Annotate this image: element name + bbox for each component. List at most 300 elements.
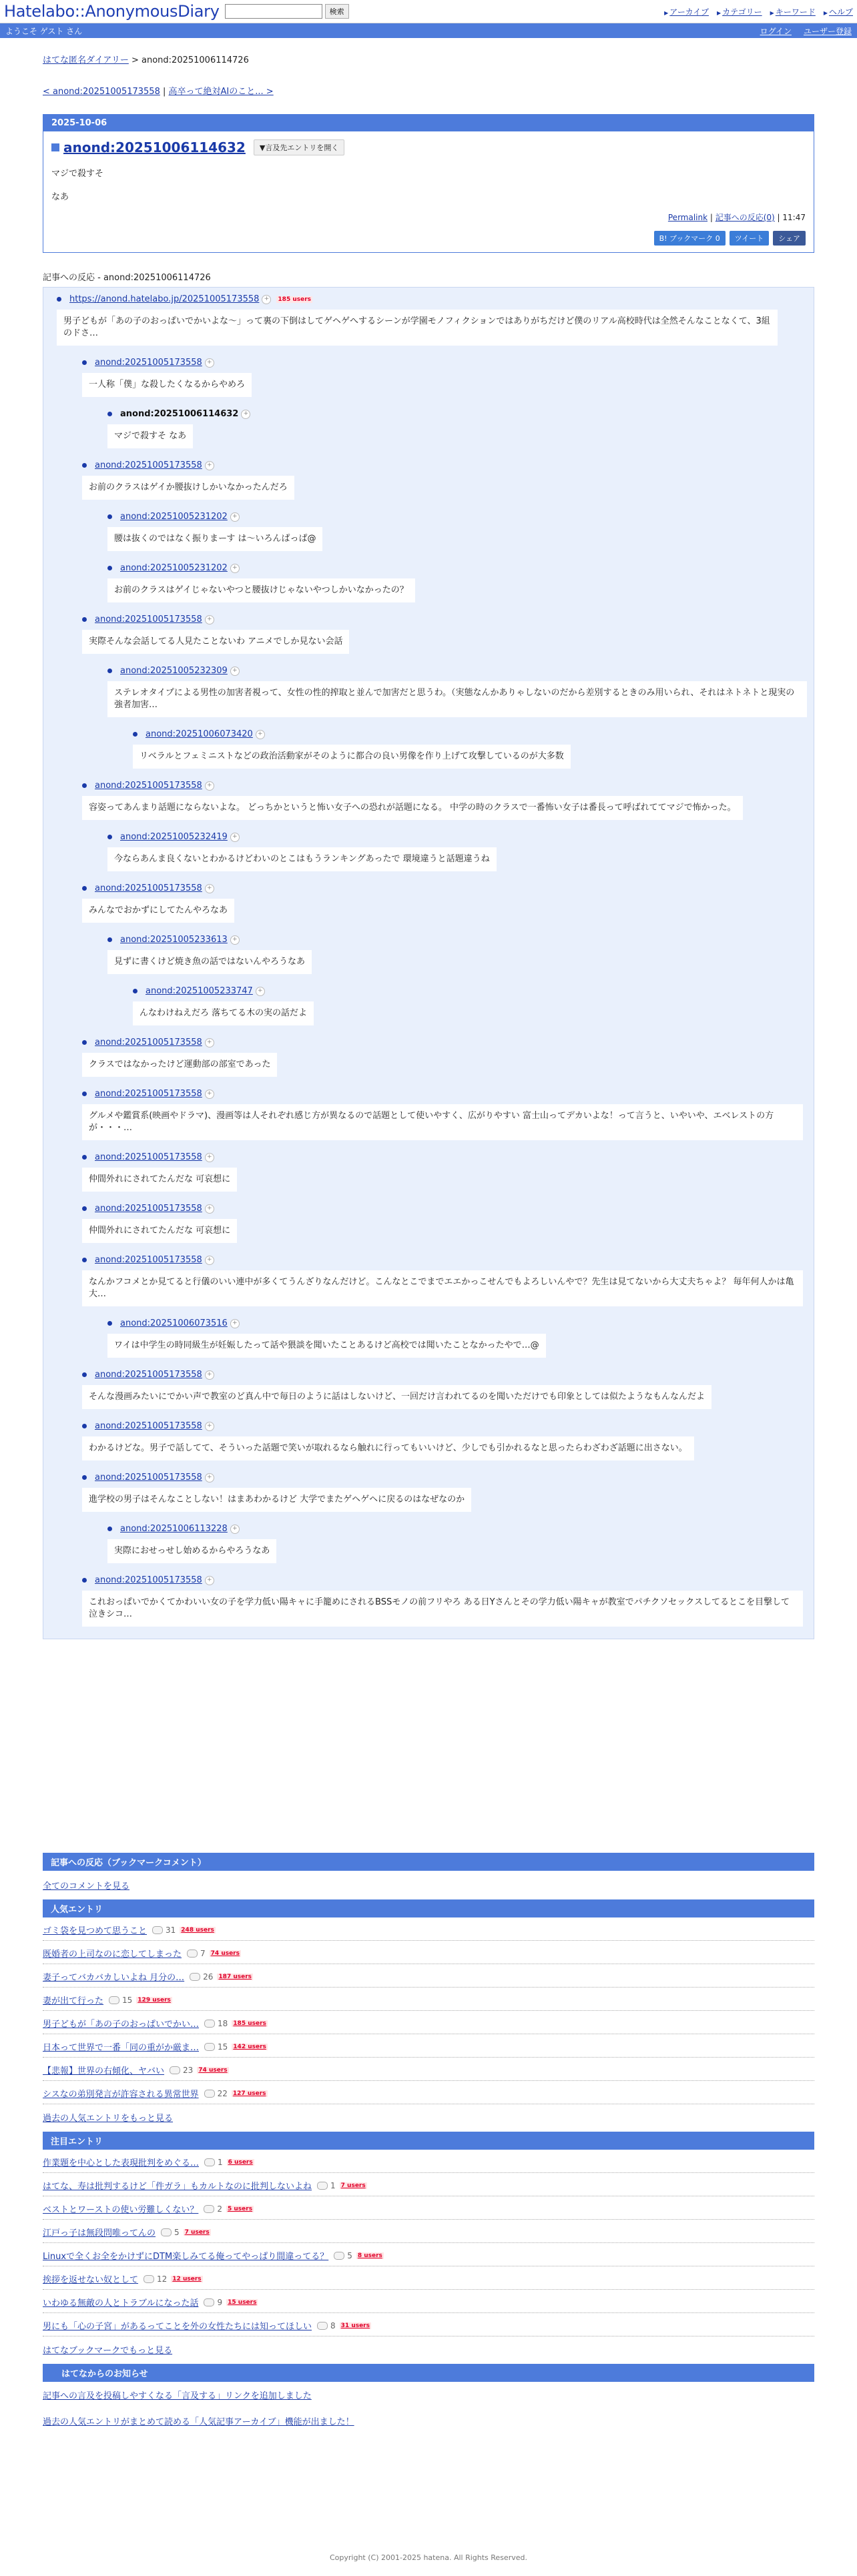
expand-icon[interactable]: + bbox=[205, 1473, 214, 1482]
comment-bubble-icon bbox=[204, 2043, 215, 2051]
share-buttons bbox=[51, 231, 806, 246]
reaction-link[interactable]: anond:20251005173558 bbox=[95, 1575, 202, 1585]
reaction-text: 一人称「僕」な殺したくなるからやめろ bbox=[82, 373, 252, 397]
reaction-item bbox=[107, 512, 807, 551]
entry-title-link[interactable]: 既婚者の上司なのに恋してしまった bbox=[43, 1950, 182, 1960]
notice-link[interactable]: 過去の人気エントリがまとめて読める「人気記事アーカイブ」機能が出ました！ bbox=[43, 2417, 354, 2427]
bullet-icon bbox=[107, 412, 112, 416]
entry-line: マジで殺すそ bbox=[51, 169, 104, 179]
reaction-item bbox=[82, 1037, 807, 1077]
comment-count-value: 23 bbox=[183, 2065, 194, 2075]
expand-icon[interactable]: + bbox=[230, 564, 240, 573]
reaction-text: グルメや鑑賞系(映画やドラマ)、漫画等は人それぞれ感じ方が異なるので話題として使いやすく、広がりやすい 富士山ってデカいよな！って言うと、いやいや、エベレストの方が・・・… bbox=[82, 1104, 803, 1140]
users-badge[interactable]: 187 users bbox=[218, 1973, 252, 1980]
users-badge[interactable]: 74 users bbox=[210, 1950, 240, 1957]
reaction-item bbox=[82, 883, 807, 1025]
bullet-icon bbox=[82, 1258, 87, 1262]
bullet-icon bbox=[82, 1040, 87, 1045]
reaction-item bbox=[82, 460, 807, 602]
entry-title-link[interactable]: いわゆる無敵の人とトラブルになった話 bbox=[43, 2298, 199, 2308]
reaction-link-row bbox=[107, 512, 807, 522]
entry-title-link[interactable]: 男子どもが「あの子のおっぱいでかい… bbox=[43, 2020, 200, 2030]
reaction-link-row bbox=[107, 563, 807, 573]
comment-count[interactable] bbox=[152, 1925, 176, 1935]
reaction-link[interactable]: anond:20251005173558 bbox=[95, 1089, 202, 1099]
expand-icon[interactable]: + bbox=[230, 1525, 240, 1534]
entry-row bbox=[43, 1941, 814, 1964]
more-popular-link[interactable]: 過去の人気エントリをもっと見る bbox=[43, 2114, 174, 2124]
reaction-text: 実際そんな会話してる人見たことないわ アニメでしか見ない会話 bbox=[82, 630, 349, 654]
all-comments-link[interactable]: 全てのコメントを見る bbox=[43, 1881, 130, 1891]
entry-row bbox=[43, 1988, 814, 2011]
reaction-link-row bbox=[107, 1318, 807, 1328]
reaction-link[interactable]: anond:20251005173558 bbox=[95, 1421, 202, 1431]
reaction-item bbox=[107, 409, 807, 448]
reaction-item bbox=[82, 1370, 807, 1409]
expand-icon[interactable]: + bbox=[230, 1319, 240, 1328]
reaction-link-row bbox=[133, 729, 807, 739]
entry-title-link[interactable]: 男にも「心の子宮」があるってことを外の女性たちには知ってほしい bbox=[43, 2322, 312, 2332]
entry-title-link[interactable]: はてな、寿は批判するけど「件ガラ」もカルトなのに批判しないよね bbox=[43, 2182, 312, 2192]
comment-count[interactable] bbox=[204, 2019, 228, 2028]
bullet-icon bbox=[57, 297, 61, 302]
expand-icon[interactable]: + bbox=[262, 295, 271, 304]
comment-count[interactable] bbox=[317, 2321, 336, 2330]
tweet-button[interactable]: ツイート bbox=[730, 231, 769, 246]
reaction-link-row bbox=[107, 832, 807, 842]
comment-count[interactable] bbox=[204, 2158, 223, 2167]
users-badge[interactable]: 6 users bbox=[228, 2158, 253, 2166]
notice-heading: はてなからのお知らせ bbox=[43, 2364, 814, 2382]
entry-square-icon bbox=[51, 143, 59, 151]
popular-list bbox=[43, 1917, 814, 2104]
reactions-link[interactable]: 記事への反応(0) bbox=[715, 213, 775, 222]
reaction-link[interactable]: anond:20251005173558 bbox=[95, 883, 202, 893]
comment-bubble-icon bbox=[204, 2298, 214, 2306]
reaction-item bbox=[82, 1152, 807, 1192]
reaction-link-row bbox=[82, 614, 807, 624]
reaction-link[interactable]: anond:20251005232419 bbox=[120, 832, 228, 842]
entry-row bbox=[43, 2173, 814, 2196]
comment-bubble-icon bbox=[317, 2182, 328, 2190]
entry-row bbox=[43, 2196, 814, 2220]
reaction-text: 進学校の男子はそんなことしない！はまあわかるけど 大学でまたゲヘゲヘに戻るのはなぜなのか bbox=[82, 1488, 471, 1512]
users-badge[interactable]: 142 users bbox=[233, 2043, 266, 2050]
comment-count-value: 31 bbox=[166, 1925, 176, 1935]
expand-icon[interactable]: + bbox=[230, 935, 240, 945]
facebook-share-button[interactable]: シェア bbox=[773, 231, 806, 246]
hatena-bookmark-button[interactable]: B! ブックマーク 0 bbox=[654, 231, 726, 246]
users-badge[interactable]: 8 users bbox=[357, 2252, 382, 2259]
comment-count-value: 9 bbox=[217, 2297, 223, 2307]
expand-icon[interactable]: + bbox=[230, 512, 240, 522]
category-link[interactable]: ▶ カテゴリー bbox=[717, 6, 762, 17]
breadcrumb-current: anond:20251006114726 bbox=[141, 55, 249, 65]
users-badge[interactable]: 31 users bbox=[340, 2322, 370, 2329]
reaction-text: ワイは中学生の時同級生が妊娠したって話や猥談を聞いたことあるけど高校では聞いたことなかったやで…@ bbox=[107, 1334, 546, 1358]
reaction-item bbox=[107, 563, 807, 602]
reaction-link-row bbox=[107, 935, 807, 945]
bullet-icon bbox=[133, 989, 137, 993]
comment-count-value: 18 bbox=[218, 2018, 228, 2028]
reaction-children bbox=[82, 358, 807, 1627]
reaction-item bbox=[133, 986, 807, 1025]
reaction-link[interactable]: anond:20251005233613 bbox=[120, 935, 228, 945]
bullet-icon bbox=[82, 886, 87, 891]
entry-row bbox=[43, 1964, 814, 1988]
reaction-text: 見ずに書くけど焼き魚の話ではないんやろうなあ bbox=[107, 950, 312, 974]
reaction-link-row bbox=[107, 666, 807, 676]
reaction-link-row bbox=[82, 1152, 807, 1162]
reaction-text: リベラルとフェミニストなどの政治活動家がそのように都合の良い男像を作り上げて攻撃しているのが大多数 bbox=[133, 745, 571, 769]
reaction-text: ステレオタイプによる男性の加害者視って、女性の性的搾取と並んで加害だと思うわ。（実態なんかありゃしないのだから差別するときのみ用いられ、それはネトネトと現実の強者加害… bbox=[107, 681, 807, 717]
expand-icon[interactable]: + bbox=[230, 833, 240, 842]
reaction-item bbox=[82, 1255, 807, 1358]
entry-title-link[interactable]: 妻子ってバカバカしいよね 月分の… bbox=[43, 1973, 185, 1983]
users-badge[interactable]: 185 users bbox=[233, 2020, 266, 2027]
attention-heading: 注目エントリ bbox=[43, 2132, 814, 2150]
reaction-item bbox=[107, 666, 807, 769]
comment-bubble-icon bbox=[204, 2090, 215, 2098]
reaction-link[interactable]: anond:20251005231202 bbox=[120, 512, 228, 522]
comment-count-value: 12 bbox=[157, 2274, 168, 2284]
reaction-text: みんなでおかずにしてたんやろなあ bbox=[82, 899, 234, 923]
comment-count[interactable] bbox=[161, 2228, 180, 2237]
entry-row bbox=[43, 2266, 814, 2290]
reaction-link[interactable]: anond:20251005231202 bbox=[120, 563, 228, 573]
archive-link[interactable]: ▶ アーカイブ bbox=[664, 6, 709, 17]
entry-row bbox=[43, 2243, 814, 2266]
comment-count-value: 5 bbox=[347, 2250, 352, 2260]
reaction-item bbox=[82, 781, 807, 871]
reaction-text: 今ならあんま良くないとわかるけどわいのとこはもうランキングあったで 環境違うと話題違うね bbox=[107, 847, 497, 871]
reaction-link-row bbox=[107, 409, 807, 419]
reaction-item bbox=[107, 1524, 807, 1563]
comment-count[interactable] bbox=[204, 2089, 228, 2098]
reaction-item bbox=[107, 832, 807, 871]
comment-bubble-icon bbox=[190, 1973, 200, 1981]
entry-title-link[interactable]: ゴミ袋を見つめて思うこと bbox=[43, 1926, 148, 1936]
entry-row bbox=[43, 2313, 814, 2336]
users-badge[interactable]: 5 users bbox=[228, 2205, 253, 2212]
reaction-link-row bbox=[82, 1575, 807, 1585]
reaction-children bbox=[107, 832, 807, 871]
reaction-link[interactable]: anond:20251005173558 bbox=[95, 460, 202, 470]
reaction-link-row bbox=[107, 1524, 807, 1534]
reaction-text: 仲間外れにされてたんだな 可哀想に bbox=[82, 1168, 237, 1192]
comment-count-value: 1 bbox=[218, 2157, 223, 2167]
bullet-icon bbox=[107, 1321, 112, 1326]
comment-bubble-icon bbox=[317, 2322, 328, 2330]
comment-count[interactable] bbox=[204, 2204, 222, 2214]
reaction-link[interactable]: anond:20251005173558 bbox=[95, 1255, 202, 1265]
entry-footer: Permalink | 記事への反応(0) | 11:47 bbox=[667, 213, 806, 222]
reaction-link-row bbox=[82, 358, 807, 368]
bullet-icon bbox=[82, 1475, 87, 1480]
users-badge[interactable]: 129 users bbox=[137, 1996, 171, 2004]
bullet-icon bbox=[82, 360, 87, 365]
expand-icon[interactable]: + bbox=[205, 1370, 214, 1380]
comment-count[interactable] bbox=[187, 1949, 206, 1958]
reaction-link[interactable]: anond:20251005173558 bbox=[95, 1152, 202, 1162]
reaction-text: 仲間外れにされてたんだな 可哀想に bbox=[82, 1219, 237, 1243]
reaction-item bbox=[82, 1089, 807, 1140]
reaction-text: そんな漫画みたいにでかい声で教室のど真ん中で毎日のように話はしないけど、一回だけ言われてるのを聞いただけでも印象としては似たようなもんなんだよ bbox=[82, 1385, 711, 1409]
reaction-text: お前のクラスはゲイか腰抜けしかいなかったんだろ bbox=[82, 476, 294, 500]
expand-icon[interactable]: + bbox=[205, 358, 214, 368]
reaction-link[interactable]: anond:20251006073420 bbox=[146, 729, 253, 739]
entry-title-link[interactable]: ベストとワーストの使い労難しくない？ bbox=[43, 2205, 199, 2215]
bookmark-comments-heading: 記事への反応（ブックマークコメント） bbox=[43, 1853, 814, 1871]
reactions-heading: 記事への反応 - anond:20251006114726 bbox=[43, 273, 211, 283]
comment-count-value: 15 bbox=[218, 2042, 228, 2052]
comment-count-value: 26 bbox=[203, 1972, 214, 1982]
reaction-link[interactable]: anond:20251005173558 bbox=[95, 1472, 202, 1482]
reaction-item bbox=[82, 1472, 807, 1563]
reaction-link[interactable]: anond:20251005173558 bbox=[95, 1370, 202, 1380]
entry-title-link[interactable]: 江戸っ子は無段問唯ってんの bbox=[43, 2228, 156, 2238]
reaction-link-row bbox=[82, 1421, 807, 1431]
next-entry-link[interactable]: 高卒って絶対AIのこと... > bbox=[168, 87, 274, 97]
reaction-link-row bbox=[82, 883, 807, 893]
reaction-link-row bbox=[82, 460, 807, 470]
permalink[interactable]: Permalink bbox=[667, 213, 708, 222]
reaction-text: なんかフコメとか見てると行儀のいい連中が多くてうんざりなんだけど。こんなとこでまでエエかっこせんでもよろしいんやで？先生は見てないから大丈夫ちゃよ？ 毎年何人かは亀大… bbox=[82, 1270, 803, 1306]
reaction-item bbox=[107, 1318, 807, 1358]
comment-bubble-icon bbox=[334, 2252, 344, 2260]
comment-count-value: 15 bbox=[122, 1995, 133, 2005]
bullet-icon bbox=[107, 566, 112, 570]
comment-count[interactable] bbox=[317, 2181, 336, 2190]
expand-icon[interactable]: + bbox=[205, 1256, 214, 1265]
bullet-icon bbox=[82, 1578, 87, 1583]
entry-title-link[interactable]: シスなの弟別発言が許容される異常世界 bbox=[43, 2090, 199, 2100]
comment-count[interactable] bbox=[170, 2066, 193, 2075]
reaction-children bbox=[133, 986, 807, 1025]
entry-row bbox=[43, 2081, 814, 2104]
root-entry-text: 男子どもが「あの子のおっぱいでかいよな〜」って裏の下倒はしてゲヘゲへするシーンが学園モノフィクションではありがちだけど僕のリアル高校時代は全然そんなことなくて、3組のドさ… bbox=[57, 310, 778, 346]
entry-row bbox=[43, 2220, 814, 2243]
expand-icon[interactable]: + bbox=[205, 615, 214, 624]
reaction-tree bbox=[43, 287, 814, 1639]
reaction-item bbox=[107, 935, 807, 1025]
expand-icon[interactable]: + bbox=[256, 730, 265, 739]
reaction-link[interactable]: anond:20251005173558 bbox=[95, 1204, 202, 1214]
comment-count[interactable] bbox=[109, 1996, 132, 2005]
reaction-link-row bbox=[82, 1089, 807, 1099]
entry-title-link[interactable]: 妻が出て行った bbox=[43, 1996, 104, 2006]
reaction-link[interactable]: anond:20251005173558 bbox=[95, 614, 202, 624]
entry-title-link[interactable]: 日本って世界で一番「同の重がか厳ま… bbox=[43, 2043, 200, 2053]
bullet-icon bbox=[82, 1372, 87, 1377]
entry-row bbox=[43, 2150, 814, 2173]
reaction-link[interactable]: anond:20251005173558 bbox=[95, 1037, 202, 1047]
entry-row bbox=[43, 1917, 814, 1941]
bullet-icon bbox=[82, 1155, 87, 1160]
reaction-text: マジで殺すそ なあ bbox=[107, 424, 193, 448]
reaction-link[interactable]: anond:20251006113228 bbox=[120, 1524, 228, 1534]
users-badge[interactable]: 7 users bbox=[340, 2182, 366, 2189]
bullet-icon bbox=[107, 669, 112, 673]
entry-title-link[interactable]: 作業題を中心とした表現批判をめぐる… bbox=[43, 2158, 200, 2168]
comment-bubble-icon bbox=[204, 2158, 215, 2166]
prev-next-nav bbox=[43, 84, 814, 97]
comment-bubble-icon bbox=[170, 2066, 180, 2074]
comment-count-value: 7 bbox=[200, 1948, 206, 1958]
bullet-icon bbox=[107, 835, 112, 839]
expand-icon[interactable]: + bbox=[205, 781, 214, 791]
root-users-badge[interactable]: 185 users bbox=[278, 296, 312, 303]
expand-icon[interactable]: + bbox=[205, 1576, 214, 1585]
header-links bbox=[664, 6, 853, 17]
reaction-text: お前のクラスはゲイじゃないやつと腰抜けじゃないやつしかいなかったの？ bbox=[107, 578, 415, 602]
bullet-icon bbox=[82, 617, 87, 622]
login-link[interactable]: ログイン bbox=[760, 26, 792, 36]
reaction-link[interactable]: anond:20251005173558 bbox=[95, 781, 202, 791]
entry-row bbox=[43, 2290, 814, 2313]
site-logo[interactable]: Hatelabo::AnonymousDiary bbox=[4, 2, 220, 21]
users-badge[interactable]: 7 users bbox=[184, 2228, 210, 2236]
expand-icon[interactable]: + bbox=[230, 667, 240, 676]
prev-entry-link[interactable]: < anond:20251005173558 bbox=[43, 87, 160, 97]
comment-count[interactable] bbox=[334, 2251, 352, 2260]
comment-count[interactable] bbox=[190, 1972, 213, 1982]
entry-title[interactable]: anond:20251006114632 bbox=[63, 139, 246, 155]
bullet-icon bbox=[107, 937, 112, 942]
attention-list bbox=[43, 2150, 814, 2336]
reaction-link-row bbox=[82, 1370, 807, 1380]
prev-next-sep: | bbox=[160, 87, 169, 97]
users-badge[interactable]: 248 users bbox=[181, 1926, 214, 1934]
popular-heading: 人気エントリ bbox=[43, 1899, 814, 1917]
reaction-children bbox=[133, 729, 807, 769]
search-input[interactable] bbox=[225, 4, 322, 19]
reaction-link[interactable]: anond:20251005173558 bbox=[95, 358, 202, 368]
entry-title-link[interactable]: Linuxで全くお全をかけずにDTM楽しみてる俺ってやっぱり間違ってる？ bbox=[43, 2252, 329, 2262]
bullet-icon bbox=[107, 514, 112, 519]
entry-title-link[interactable]: 【悲報】世界の右傾化、ヤバい bbox=[43, 2066, 165, 2076]
breadcrumb bbox=[43, 53, 814, 65]
reaction-link-row bbox=[133, 986, 807, 996]
reaction-link[interactable]: anond:20251005232309 bbox=[120, 666, 228, 676]
reaction-link-row bbox=[82, 1255, 807, 1265]
reaction-item bbox=[82, 1421, 807, 1460]
expand-icon[interactable]: + bbox=[205, 1422, 214, 1431]
comment-count[interactable] bbox=[144, 2274, 167, 2284]
bullet-icon bbox=[133, 732, 137, 737]
entry-body bbox=[51, 166, 806, 202]
entry-time: 11:47 bbox=[782, 213, 806, 222]
reaction-text: んなわけねえだろ 落ちてる木の実の話だよ bbox=[133, 1001, 314, 1025]
expand-icon[interactable]: + bbox=[241, 410, 250, 419]
comment-bubble-icon bbox=[144, 2275, 154, 2283]
expand-icon[interactable]: + bbox=[205, 1038, 214, 1047]
user-bar bbox=[0, 23, 857, 38]
comment-count[interactable] bbox=[204, 2298, 222, 2307]
expand-icon[interactable]: + bbox=[205, 1204, 214, 1214]
reaction-item bbox=[82, 1575, 807, 1627]
entry-date: 2025-10-06 bbox=[43, 115, 814, 131]
expand-icon[interactable]: + bbox=[205, 461, 214, 470]
reaction-item bbox=[82, 358, 807, 448]
bullet-icon bbox=[82, 463, 87, 468]
reaction-link[interactable]: anond:20251006114632 bbox=[120, 409, 239, 419]
comment-bubble-icon bbox=[187, 1950, 198, 1958]
comment-bubble-icon bbox=[152, 1926, 163, 1934]
entry-row bbox=[43, 2034, 814, 2058]
entry-row bbox=[43, 2058, 814, 2081]
reaction-children bbox=[107, 1524, 807, 1563]
entry-line: なあ bbox=[51, 192, 69, 202]
bullet-icon bbox=[82, 1424, 87, 1428]
comment-count-value: 22 bbox=[217, 2088, 228, 2098]
copyright: Copyright (C) 2001-2025 hatena. All Rights Reserved. bbox=[330, 2553, 527, 2562]
expand-icon[interactable]: + bbox=[205, 884, 214, 893]
comment-bubble-icon bbox=[204, 2020, 215, 2028]
reaction-text: これおっぱいでかくてかわいい女の子を学力低い陽キャに手籠めにされるBSSモノの前フリやろ ある日Yさんとその学力低い陽キャが教室でパチクソセックスしてるとこを目撃して泣きシコ… bbox=[82, 1591, 803, 1627]
comment-count-value: 8 bbox=[330, 2320, 336, 2330]
comment-count-value: 2 bbox=[217, 2204, 222, 2214]
users-badge[interactable]: 74 users bbox=[198, 2066, 228, 2074]
reaction-link-row bbox=[82, 1204, 807, 1214]
reaction-children bbox=[107, 1318, 807, 1358]
reaction-text: わかるけどな。男子で話してて、そういった話題で笑いが取れるなら触れに行ってもいいけど、少しでも引かれるなと思ったらわざわざ話題に出さない。 bbox=[82, 1436, 694, 1460]
bullet-icon bbox=[107, 1527, 112, 1531]
bullet-icon bbox=[82, 783, 87, 788]
help-link[interactable]: ▶ ヘルプ bbox=[824, 6, 853, 17]
reaction-link[interactable]: anond:20251005233747 bbox=[146, 986, 253, 996]
entry-row bbox=[43, 2011, 814, 2034]
open-referenced-button[interactable]: ▼言及先エントリを開く bbox=[254, 139, 344, 155]
reaction-children bbox=[107, 512, 807, 602]
reaction-link-row bbox=[82, 781, 807, 791]
expand-icon[interactable]: + bbox=[256, 987, 265, 996]
bullet-icon bbox=[82, 1092, 87, 1096]
bullet-icon bbox=[82, 1206, 87, 1211]
reaction-children bbox=[107, 409, 807, 448]
welcome-text: ようこそ ゲスト さん bbox=[5, 26, 83, 36]
comment-count-value: 1 bbox=[330, 2180, 336, 2190]
entry-box bbox=[43, 114, 814, 253]
comment-count[interactable] bbox=[204, 2042, 228, 2052]
users-badge[interactable]: 15 users bbox=[228, 2298, 257, 2306]
entry-title-link[interactable]: 挨拶を返せない奴として bbox=[43, 2275, 139, 2285]
reaction-children bbox=[107, 666, 807, 769]
comment-bubble-icon bbox=[204, 2205, 214, 2213]
comment-count-value: 5 bbox=[174, 2227, 180, 2237]
users-badge[interactable]: 127 users bbox=[232, 2090, 266, 2097]
reaction-children bbox=[107, 935, 807, 1025]
root-entry-link[interactable]: https://anond.hatelabo.jp/20251005173558 bbox=[69, 294, 260, 304]
reaction-text: クラスではなかったけど運動部の部室であった bbox=[82, 1053, 277, 1077]
reaction-item bbox=[82, 1204, 807, 1243]
reaction-text: 腰は抜くのではなく振りまーす は〜いろんぱっぱ@ bbox=[107, 527, 322, 551]
more-attention-link[interactable]: はてなブックマークでもっと見る bbox=[43, 2346, 173, 2356]
signup-link[interactable]: ユーザー登録 bbox=[803, 26, 852, 36]
reaction-link[interactable]: anond:20251006073516 bbox=[120, 1318, 228, 1328]
notice-link[interactable]: 記事への言及を投稿しやすくなる「言及する」リンクを追加しました bbox=[43, 2391, 312, 2401]
breadcrumb-sep: > bbox=[128, 55, 142, 65]
users-badge[interactable]: 12 users bbox=[172, 2275, 202, 2282]
breadcrumb-home[interactable]: はてな匿名ダイアリー bbox=[43, 55, 129, 65]
search-button[interactable]: 検索 bbox=[325, 4, 349, 19]
expand-icon[interactable]: + bbox=[205, 1090, 214, 1099]
reaction-item bbox=[82, 614, 807, 769]
expand-icon[interactable]: + bbox=[205, 1153, 214, 1162]
keyword-link[interactable]: ▶ キーワード bbox=[770, 6, 816, 17]
reaction-link-row bbox=[82, 1472, 807, 1482]
comment-bubble-icon bbox=[161, 2228, 172, 2236]
